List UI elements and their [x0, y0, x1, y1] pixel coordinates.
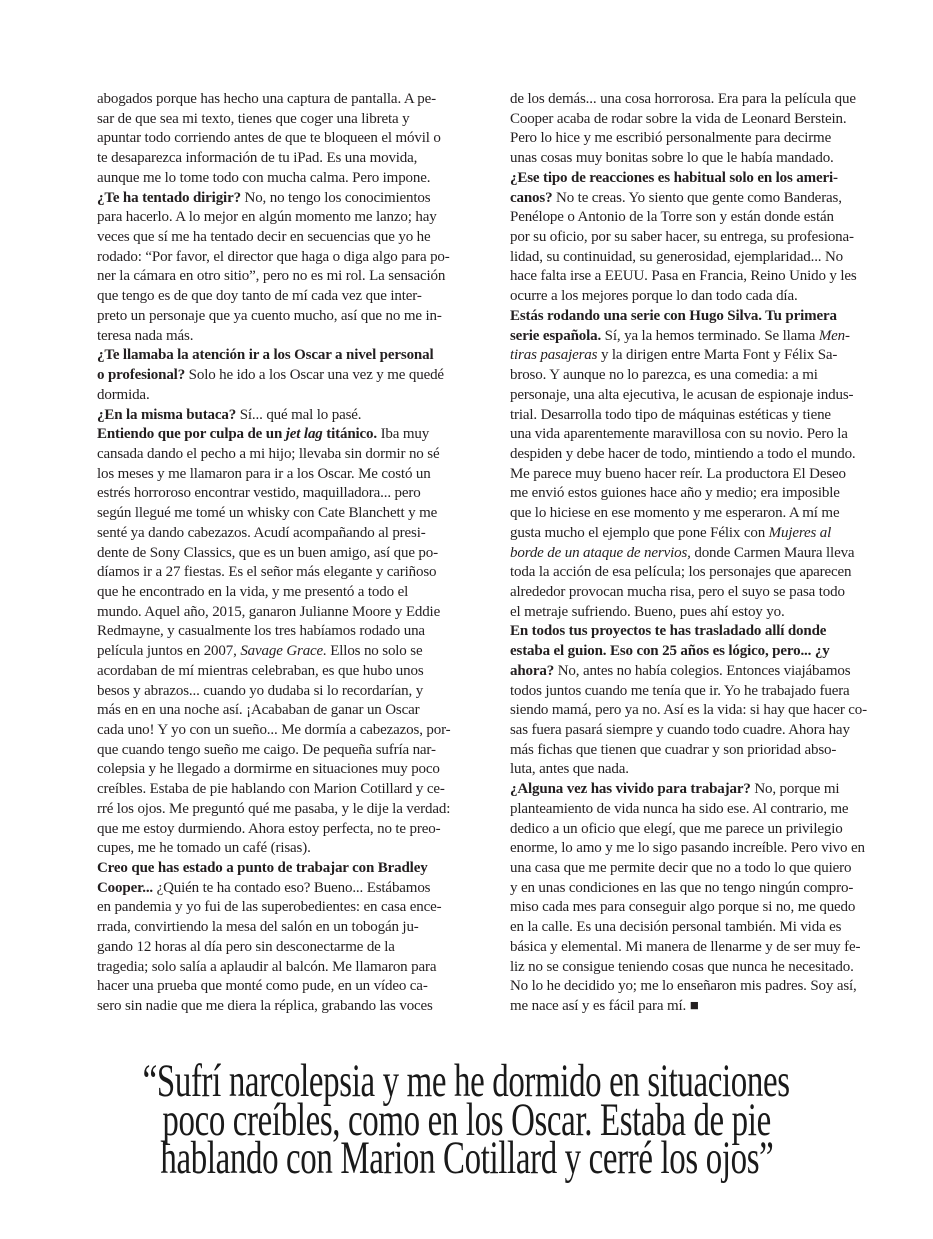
text-line: [510, 741, 882, 761]
answer-text: creíbles. Estaba de pie hablando con Marion Cotillard y ce-: [97, 781, 445, 798]
answer-text: liz no se consigue teniendo cosas que nunca he necesitado.: [510, 958, 854, 975]
text-line: [97, 149, 469, 169]
pull-quote-text: “Sufrí narcolepsia y me he dormido en situaciones: [142, 1055, 791, 1107]
text-line: [97, 780, 469, 800]
text-line: [510, 642, 882, 662]
answer-text: senté ya dando cabezazos. Acudí acompañando al presi-: [97, 524, 426, 541]
italic-title-text: jet lag: [285, 426, 323, 443]
text-line: [510, 149, 882, 169]
text-line: [97, 544, 469, 564]
text-line: [97, 267, 469, 287]
text-line: [510, 406, 882, 426]
answer-text: que me estoy durmiendo. Ahora estoy perfecta, no te preo-: [97, 820, 441, 837]
answer-text: dente de Sony Classics, que es un buen amigo, así que po-: [97, 544, 438, 561]
question-text: canos?: [510, 189, 553, 206]
answer-text: en la calle. Es una decisión personal también. Mi vida es: [510, 919, 842, 936]
answer-text: apuntar todo corriendo antes de que te bloqueen el móvil o: [97, 130, 441, 147]
answer-text: toda la acción de esa película; los personajes que aparecen: [510, 564, 852, 581]
text-line: [510, 544, 882, 564]
answer-text: una casa que me permite decir que no a todo lo que quiero: [510, 860, 852, 877]
answer-text: enorme, lo amo y me lo sigo pasando increíble. Pero vivo en: [510, 840, 865, 857]
text-line: [510, 425, 882, 445]
text-line: [510, 780, 882, 800]
text-line: [97, 327, 469, 347]
answer-text: unas cosas muy bonitas sobre lo que le había mandado.: [510, 150, 834, 167]
text-line: [510, 701, 882, 721]
text-line: [97, 445, 469, 465]
answer-text: cansada dando el pecho a mi hijo; llevaba sin dormir no sé: [97, 445, 440, 462]
text-line: [510, 110, 882, 130]
pull-quote-text: poco creíbles, como en los Oscar. Estaba de pie: [162, 1093, 771, 1146]
answer-text: sas fuera pasará siempre y cuando todo cuadre. Ahora hay: [510, 722, 850, 738]
text-line: [97, 839, 469, 859]
pull-quote-line: [0, 1132, 933, 1184]
text-line: [510, 465, 882, 485]
text-line: [97, 859, 469, 879]
text-line: [97, 248, 469, 268]
answer-text: y en unas condiciones en las que no tengo ningún compro-: [510, 879, 854, 896]
text-line: [97, 208, 469, 228]
text-line: [510, 879, 882, 899]
text-line: [510, 504, 882, 524]
text-line: [97, 406, 469, 426]
answer-text: Penélope o Antonio de la Torre son y están donde están: [510, 209, 834, 226]
question-text: En todos tus proyectos te has trasladado allí donde: [510, 623, 827, 640]
answer-text: dormida.: [97, 386, 150, 403]
answer-text: Ellos no solo se: [326, 643, 423, 660]
text-line: [510, 898, 882, 918]
text-line: [97, 484, 469, 504]
answer-text: gando 12 horas al día pero sin desconectarme de la: [97, 938, 395, 955]
answer-text: estrés horroroso encontrar vestido, maquilladora... pero: [97, 485, 421, 502]
article-column-right: [510, 90, 882, 1017]
answer-text: No lo he decidido yo; me lo enseñaron mis padres. Soy así,: [510, 978, 857, 995]
answer-text: cupes, me he tomado un café (risas).: [97, 840, 311, 857]
text-line: [97, 820, 469, 840]
answer-text: donde Carmen Maura lleva: [690, 544, 855, 561]
italic-title-text: Savage Grace.: [240, 643, 327, 660]
answer-text: tragedia; solo salía a aplaudir al balcón. Me llamaron para: [97, 958, 437, 975]
text-line: [510, 563, 882, 583]
answer-text: Me parece muy bueno hacer reír. La productora El Deseo: [510, 465, 846, 482]
question-text: Estás rodando una serie con Hugo Silva. Tu primera: [510, 307, 837, 324]
text-line: [510, 839, 882, 859]
question-text: o profesional?: [97, 367, 186, 384]
text-line: [97, 228, 469, 248]
text-line: [510, 524, 882, 544]
text-line: [510, 721, 882, 741]
answer-text: básica y elemental. Mi manera de llenarme y de ser muy fe-: [510, 938, 861, 955]
text-line: [510, 603, 882, 623]
text-line: [510, 820, 882, 840]
answer-text: más fichas que tienen que cuadrar y son prioridad abso-: [510, 741, 837, 758]
answer-text: me envió estos guiones hace año y medio; era imposible: [510, 485, 840, 502]
text-line: [97, 110, 469, 130]
answer-text: todos juntos cuando me tenía que ir. Yo he trabajado fuera: [510, 682, 850, 699]
text-line: [97, 938, 469, 958]
text-line: [97, 662, 469, 682]
answer-text: hacer una prueba que monté como pude, en un vídeo ca-: [97, 978, 428, 995]
answer-text: que cuando tengo sueño me caigo. De pequeña sufría nar-: [97, 741, 436, 758]
text-line: [97, 583, 469, 603]
text-line: [510, 129, 882, 149]
text-line: [97, 346, 469, 366]
question-text: estaba el guion. Eso con 25 años es lógico, pero... ¿y: [510, 643, 830, 660]
answer-text: luta, antes que nada.: [510, 761, 629, 778]
answer-text: No, antes no había colegios. Entonces viajábamos: [554, 662, 851, 679]
answer-text: besos y abrazos... cuando yo dudaba si lo recordarían, y: [97, 682, 424, 699]
answer-text: No, porque mi: [750, 781, 840, 798]
text-line: [97, 642, 469, 662]
answer-text: broso. Y aunque no lo parezca, es una comedia: a mi: [510, 367, 818, 384]
text-line: [510, 386, 882, 406]
answer-text: preto un personaje que ya cuento mucho, así que no me in-: [97, 307, 442, 324]
text-line: [510, 267, 882, 287]
text-line: [510, 287, 882, 307]
text-line: [97, 918, 469, 938]
text-line: [510, 346, 882, 366]
answer-text: aunque me lo tome todo con mucha calma. Pero impone.: [97, 169, 431, 186]
italic-title-text: Mujeres al: [768, 524, 832, 541]
text-line: [97, 997, 469, 1017]
answer-text: sero sin nadie que me diera la réplica, grabando las voces: [97, 998, 433, 1015]
text-line: [97, 307, 469, 327]
answer-text: Redmayne, y casualmente los tres habíamos rodado una: [97, 623, 425, 640]
question-text: Cooper...: [97, 879, 154, 896]
text-line: [510, 997, 882, 1017]
text-line: [510, 800, 882, 820]
answer-text: dedico a un oficio que elegí, que me parece un privilegio: [510, 820, 843, 837]
answer-text: película juntos en 2007,: [97, 643, 241, 660]
text-line: [97, 386, 469, 406]
answer-text: rodado: “Por favor, el director que haga o diga algo para po-: [97, 248, 450, 265]
text-line: [510, 918, 882, 938]
text-line: [510, 958, 882, 978]
text-line: [510, 366, 882, 386]
text-line: [510, 760, 882, 780]
answer-text: díamos ir a 27 fiestas. Es el señor más elegante y cariñoso: [97, 564, 437, 581]
text-line: [510, 307, 882, 327]
end-mark: ■: [686, 998, 699, 1015]
answer-text: Sí, ya la hemos terminado. Se llama: [601, 327, 819, 344]
text-line: [97, 800, 469, 820]
text-line: [510, 189, 882, 209]
answer-text: Cooper acaba de rodar sobre la vida de Leonard Berstein.: [510, 110, 847, 127]
answer-text: que tengo es de que doy tanto de mí cada vez que inter-: [97, 288, 422, 305]
answer-text: veces que sí me ha tentado decir en secuencias que yo he: [97, 229, 431, 246]
answer-text: lidad, su continuidad, su generosidad, ejemplaridad... No: [510, 248, 844, 265]
text-line: [97, 721, 469, 741]
answer-text: que he encontrado en la vida, y me presentó a todo el: [97, 583, 409, 600]
answer-text: los meses y me llamaron para ir a los Oscar. Me costó un: [97, 465, 431, 482]
italic-title-text: tiras pasajeras: [510, 347, 598, 364]
question-text: titánico.: [322, 426, 377, 443]
text-line: [510, 662, 882, 682]
text-line: [510, 622, 882, 642]
answer-text: mundo. Aquel año, 2015, ganaron Julianne Moore y Eddie: [97, 603, 441, 620]
text-line: [97, 879, 469, 899]
text-line: [97, 287, 469, 307]
answer-text: Pero lo hice y me escribió personalmente para decirme: [510, 130, 832, 147]
text-line: [97, 90, 469, 110]
pull-quote-text: hablando con Marion Cotillard y cerré los ojos”: [159, 1132, 774, 1184]
question-text: ¿En la misma butaca?: [97, 406, 237, 423]
answer-text: hace falta irse a EEUU. Pasa en Francia, Reino Unido y les: [510, 268, 857, 285]
text-line: [510, 859, 882, 879]
answer-text: de los demás... una cosa horrorosa. Era para la película que: [510, 91, 856, 107]
text-line: [97, 701, 469, 721]
answer-text: teresa nada más.: [97, 327, 194, 344]
answer-text: que lo hiciese en ese momento y me esperaron. A mí me: [510, 505, 840, 522]
text-line: [97, 760, 469, 780]
answer-text: ner la cámara en otro sitio”, pero no es mi rol. La sensación: [97, 268, 446, 285]
answer-text: No te creas. Yo siento que gente como Banderas,: [552, 189, 842, 206]
answer-text: más en en una noche así. ¡Acababan de ganar un Oscar: [97, 702, 420, 719]
text-line: [97, 129, 469, 149]
answer-text: personaje, una alta ejecutiva, le acusan de espionaje indus-: [510, 386, 854, 403]
answer-text: me nace así y es fácil para mí.: [510, 998, 687, 1015]
answer-text: Iba muy: [376, 426, 430, 443]
answer-text: ocurre a los mejores porque lo dan todo cada día.: [510, 288, 798, 305]
answer-text: rré los ojos. Me preguntó qué me pasaba, y le dije la verdad:: [97, 800, 451, 817]
answer-text: según llegué me tomé un whisky con Cate Blanchett y me: [97, 505, 438, 522]
answer-text: acordaban de mí mientras celebraban, es que hubo unos: [97, 662, 424, 679]
answer-text: despiden y debe hacer de todo, mintiendo a todo el mundo.: [510, 445, 856, 462]
text-line: [510, 977, 882, 997]
text-line: [97, 958, 469, 978]
text-line: [510, 583, 882, 603]
text-line: [97, 366, 469, 386]
text-line: [510, 445, 882, 465]
answer-text: cada uno! Y yo con un sueño... Me dormía a cabezazos, por-: [97, 722, 451, 738]
text-line: [510, 90, 882, 110]
answer-text: el metraje sufriendo. Bueno, pues ahí estoy yo.: [510, 603, 785, 620]
italic-title-text: borde de un ataque de nervios,: [510, 544, 691, 561]
text-line: [510, 484, 882, 504]
text-line: [97, 898, 469, 918]
text-line: [97, 189, 469, 209]
question-text: serie española.: [510, 327, 602, 344]
question-text: ¿Te llamaba la atención ir a los Oscar a nivel personal: [97, 347, 434, 364]
question-text: ahora?: [510, 662, 555, 679]
text-line: [97, 741, 469, 761]
answer-text: gusta mucho el ejemplo que pone Félix con: [510, 524, 769, 541]
text-line: [510, 169, 882, 189]
answer-text: en pandemia y yo fui de las superobedientes: en casa ence-: [97, 899, 442, 916]
answer-text: Sí... qué mal lo pasé.: [236, 406, 362, 423]
answer-text: rrada, convirtiendo la mesa del salón en un tobogán ju-: [97, 919, 419, 936]
answer-text: planteamiento de vida nunca ha sido ese. Al contrario, me: [510, 800, 849, 817]
answer-text: para hacerlo. A lo mejor en algún momento me lanzo; hay: [97, 209, 437, 226]
text-line: [97, 169, 469, 189]
answer-text: miso cada mes para conseguir algo porque si no, me quedo: [510, 899, 856, 916]
answer-text: siendo mamá, pero ya no. Así es la vida: si hay que hacer co-: [510, 702, 867, 719]
question-text: ¿Te ha tentado dirigir?: [97, 189, 241, 206]
answer-text: trial. Desarrolla todo tipo de máquinas estéticas y tiene: [510, 406, 831, 423]
pull-quote: [0, 1055, 933, 1184]
text-line: [510, 938, 882, 958]
question-text: ¿Ese tipo de reacciones es habitual solo en los ameri-: [510, 169, 838, 186]
answer-text: colepsia y he llegado a dormirme en situaciones muy poco: [97, 761, 440, 778]
answer-text: y la dirigen entre Marta Font y Félix Sa-: [597, 347, 838, 364]
text-line: [510, 327, 882, 347]
text-line: [510, 208, 882, 228]
question-text: Entiendo que por culpa de un: [97, 426, 286, 443]
text-line: [97, 603, 469, 623]
text-line: [97, 563, 469, 583]
answer-text: sar de que sea mi texto, tienes que coger una libreta y: [97, 110, 410, 127]
text-line: [510, 228, 882, 248]
text-line: [510, 682, 882, 702]
italic-title-text: Men-: [818, 327, 850, 344]
text-line: [97, 425, 469, 445]
answer-text: ¿Quién te ha contado eso? Bueno... Estábamos: [153, 879, 431, 896]
answer-text: abogados porque has hecho una captura de pantalla. A pe-: [97, 91, 436, 107]
answer-text: una vida aparentemente maravillosa con su novio. Pero la: [510, 426, 848, 443]
text-line: [97, 977, 469, 997]
article-column-left: [97, 90, 469, 1017]
text-line: [97, 682, 469, 702]
question-text: Creo que has estado a punto de trabajar con Bradley: [97, 860, 428, 877]
question-text: ¿Alguna vez has vivido para trabajar?: [510, 781, 751, 798]
text-line: [97, 465, 469, 485]
text-line: [97, 622, 469, 642]
answer-text: No, no tengo los conocimientos: [240, 189, 431, 206]
text-line: [510, 248, 882, 268]
answer-text: alrededor provocan mucha risa, pero el suyo se pasa todo: [510, 583, 845, 600]
text-line: [97, 504, 469, 524]
answer-text: por su oficio, por su saber hacer, su entrega, su profesiona-: [510, 229, 854, 246]
answer-text: te desaparezca información de tu iPad. Es una movida,: [97, 150, 418, 167]
text-line: [97, 524, 469, 544]
answer-text: Solo he ido a los Oscar una vez y me quedé: [185, 367, 444, 384]
